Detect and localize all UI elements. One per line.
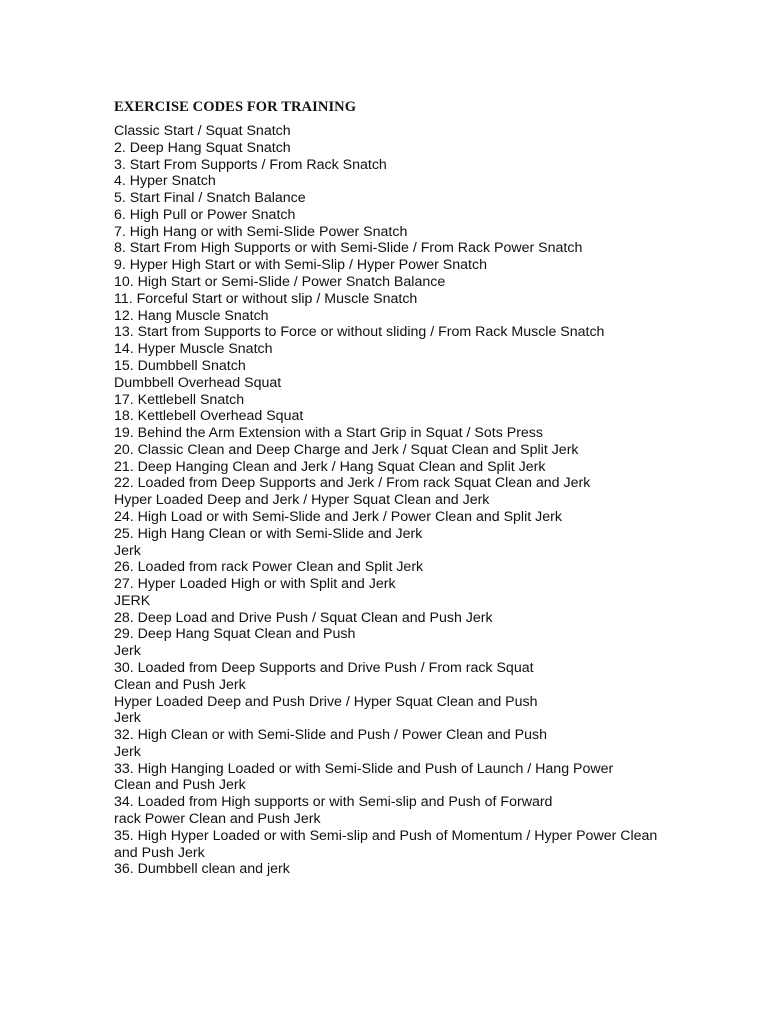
exercise-code-line: 12. Hang Muscle Snatch bbox=[114, 307, 269, 324]
exercise-code-line: rack Power Clean and Push Jerk bbox=[114, 811, 321, 828]
exercise-code-line: 5. Start Final / Snatch Balance bbox=[114, 190, 306, 207]
exercise-code-line: 27. Hyper Loaded High or with Split and Jerk bbox=[114, 576, 396, 593]
exercise-code-line: 36. Dumbbell clean and jerk bbox=[114, 861, 290, 878]
exercise-code-line: 10. High Start or Semi-Slide / Power Snatch Balance bbox=[114, 274, 446, 291]
exercise-code-line: 30. Loaded from Deep Supports and Drive Push / From rack Squat bbox=[114, 660, 534, 676]
exercise-code-line: 6. High Pull or Power Snatch bbox=[114, 206, 296, 223]
exercise-code-line: JERK bbox=[114, 592, 151, 609]
exercise-code-line: 24. High Load or with Semi-Slide and Jerk / Power Clean and Split Jerk bbox=[114, 508, 562, 525]
exercise-code-line: Classic Start / Squat Snatch bbox=[114, 123, 291, 139]
exercise-code-line: 35. High Hyper Loaded or with Semi-slip and Push of Momentum / Hyper Power Clean bbox=[114, 827, 658, 844]
exercise-code-line: 13. Start from Supports to Force or without sliding / From Rack Muscle Snatch bbox=[114, 324, 605, 341]
exercise-code-line: 9. Hyper High Start or with Semi-Slip / Hyper Power Snatch bbox=[114, 257, 487, 274]
exercise-code-line: 4. Hyper Snatch bbox=[114, 173, 216, 190]
exercise-code-line: 26. Loaded from rack Power Clean and Split Jerk bbox=[114, 559, 424, 576]
exercise-code-line: 28. Deep Load and Drive Push / Squat Clean and Push Jerk bbox=[114, 609, 493, 626]
exercise-code-line: Jerk bbox=[114, 710, 141, 727]
exercise-code-line: 14. Hyper Muscle Snatch bbox=[114, 341, 273, 358]
exercise-code-line: 29. Deep Hang Squat Clean and Push bbox=[114, 626, 356, 643]
exercise-code-line: Hyper Loaded Deep and Push Drive / Hyper Squat Clean and Push bbox=[114, 693, 538, 710]
exercise-code-line: 32. High Clean or with Semi-Slide and Push / Power Clean and Push bbox=[114, 727, 547, 744]
exercise-code-line: 2. Deep Hang Squat Snatch bbox=[114, 139, 291, 156]
exercise-code-line: 19. Behind the Arm Extension with a Start Grip in Squat / Sots Press bbox=[114, 425, 543, 442]
exercise-code-line: Clean and Push Jerk bbox=[114, 777, 246, 794]
exercise-code-line: 21. Deep Hanging Clean and Jerk / Hang Squat Clean and Split Jerk bbox=[114, 458, 546, 475]
exercise-code-line: 18. Kettlebell Overhead Squat bbox=[114, 408, 304, 425]
exercise-code-line: 8. Start From High Supports or with Semi-Slide / From Rack Power Snatch bbox=[114, 240, 583, 257]
document-title: EXERCISE CODES FOR TRAINING bbox=[114, 99, 357, 115]
exercise-code-line: 22. Loaded from Deep Supports and Jerk / From rack Squat Clean and Jerk bbox=[114, 475, 591, 492]
exercise-code-line: Jerk bbox=[114, 743, 141, 760]
exercise-code-line: 11. Forceful Start or without slip / Muscle Snatch bbox=[114, 290, 418, 307]
exercise-code-line: 7. High Hang or with Semi-Slide Power Snatch bbox=[114, 223, 408, 240]
exercise-code-list bbox=[114, 123, 734, 878]
exercise-code-line: and Push Jerk bbox=[114, 844, 205, 861]
exercise-code-line: 17. Kettlebell Snatch bbox=[114, 391, 245, 408]
exercise-code-line: 34. Loaded from High supports or with Semi-slip and Push of Forward bbox=[114, 794, 553, 811]
exercise-code-line: Clean and Push Jerk bbox=[114, 676, 246, 693]
exercise-code-line: Hyper Loaded Deep and Jerk / Hyper Squat Clean and Jerk bbox=[114, 492, 490, 509]
exercise-code-line: 15. Dumbbell Snatch bbox=[114, 357, 246, 374]
exercise-code-line: 20. Classic Clean and Deep Charge and Jerk / Squat Clean and Split Jerk bbox=[114, 441, 579, 458]
exercise-code-line: Jerk bbox=[114, 643, 141, 660]
exercise-code-line: 25. High Hang Clean or with Semi-Slide and Jerk bbox=[114, 525, 423, 542]
exercise-code-line: 33. High Hanging Loaded or with Semi-Slide and Push of Launch / Hang Power bbox=[114, 760, 614, 777]
exercise-code-line: Jerk bbox=[114, 542, 141, 559]
exercise-code-line: Dumbbell Overhead Squat bbox=[114, 374, 282, 391]
exercise-code-line: 3. Start From Supports / From Rack Snatch bbox=[114, 156, 387, 173]
